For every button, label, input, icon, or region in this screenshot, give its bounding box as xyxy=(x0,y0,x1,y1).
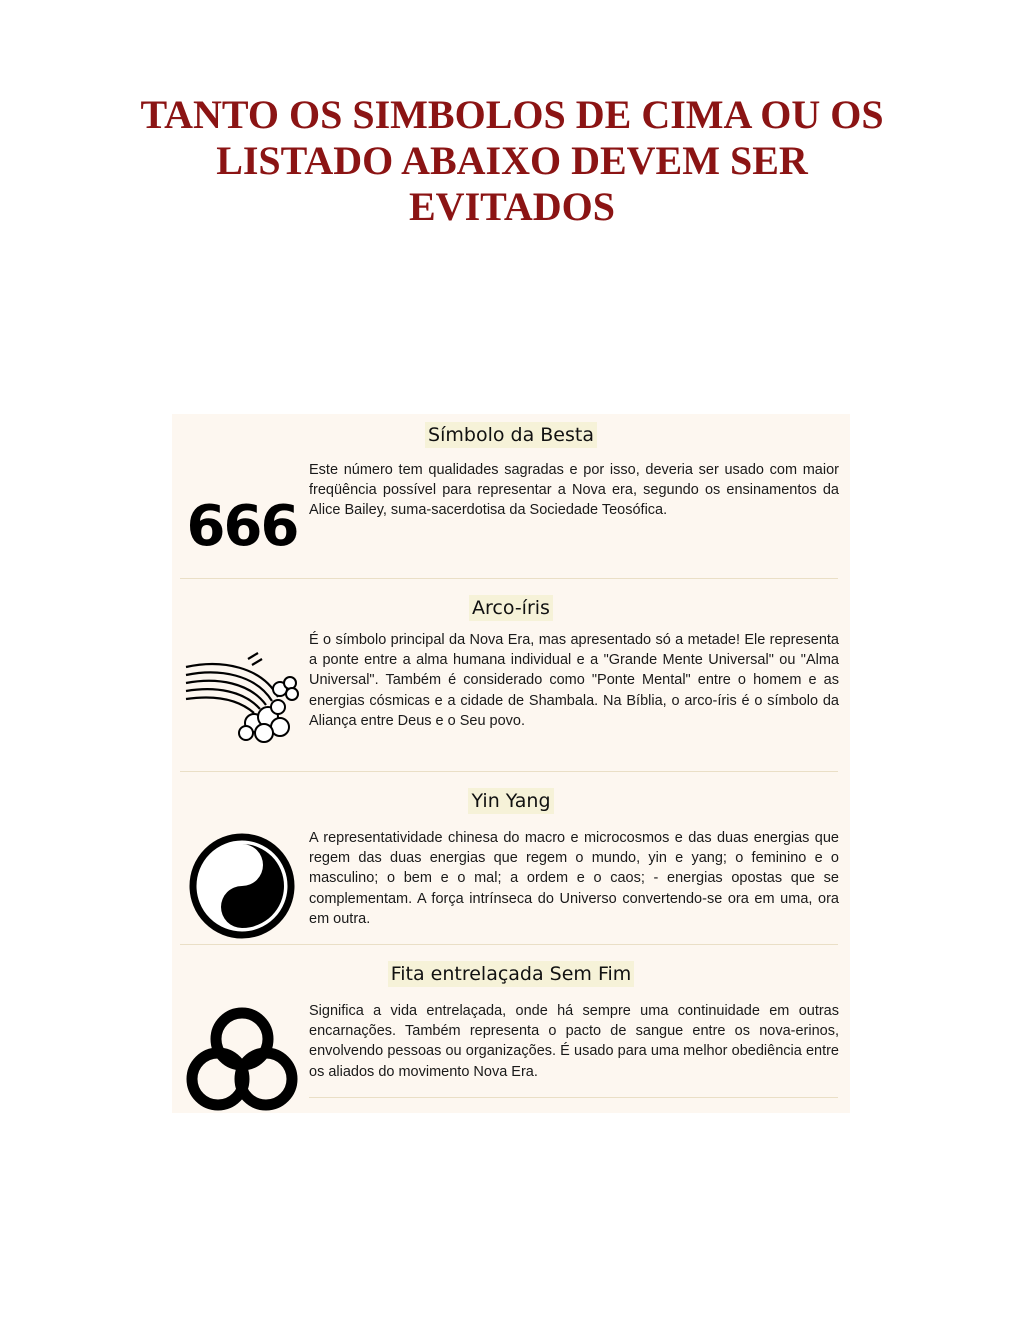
section-rainbow xyxy=(172,595,850,785)
section-yin-yang xyxy=(172,788,850,948)
section-divider xyxy=(180,944,838,945)
section-beast-symbol xyxy=(172,422,850,582)
symbols-panel xyxy=(172,414,850,1113)
section-heading: Símbolo da Besta xyxy=(425,422,597,448)
page-title: TANTO OS SIMBOLOS DE CIMA OU OS LISTADO ABAIXO DEVEM SER EVITADOS xyxy=(140,92,884,229)
endless-knot-icon xyxy=(182,1003,304,1113)
section-description: É o símbolo principal da Nova Era, mas apresentado só a metade! Ele representa a ponte entre a alma humana individual e a "Grande Mente Universal" ou "Alma Universal". Também é considerado como "Ponte Mental" entre o homem e as energias cósmicas e a cidade de Shambala. Na Bíblia, o arco-íris é o símbolo da Aliança entre Deus e o Seu povo. xyxy=(309,632,839,729)
section-description: A representatividade chinesa do macro e microcosmos e das duas energias que regem das duas energias que regem o mundo, yin e yang; o feminino e o masculino; o bem e o mal; a ordem e o caos; - energias opostas que se complementam. A força intrínseca do Universo convertendo-se ora em uma, ora em outra. xyxy=(309,830,839,927)
yin-yang-icon xyxy=(182,830,304,940)
section-divider xyxy=(309,1097,838,1098)
section-heading: Fita entrelaçada Sem Fim xyxy=(388,961,635,987)
symbol-666-text: 666 xyxy=(186,494,298,557)
rainbow-cloud-icon xyxy=(182,637,304,747)
number-666-icon xyxy=(182,487,304,557)
section-divider xyxy=(180,578,838,579)
section-description: Este número tem qualidades sagradas e por isso, deveria ser usado com maior freqüência possível para representar a Nova era, segundo os ensinamentos da Alice Bailey, suma-sacerdotisa da Sociedade Teosófica. xyxy=(309,462,839,519)
section-divider xyxy=(180,771,838,772)
section-heading: Arco-íris xyxy=(469,595,553,621)
section-heading: Yin Yang xyxy=(468,788,553,814)
section-description: Significa a vida entrelaçada, onde há sempre uma continuidade em outras encarnações. Também representa o pacto de sangue entre os nova-erinos, envolvendo pessoas ou organizações. É usado para uma melhor obediência entre os aliados do movimento Nova Era. xyxy=(309,1003,839,1080)
section-endless-knot xyxy=(172,961,850,1111)
